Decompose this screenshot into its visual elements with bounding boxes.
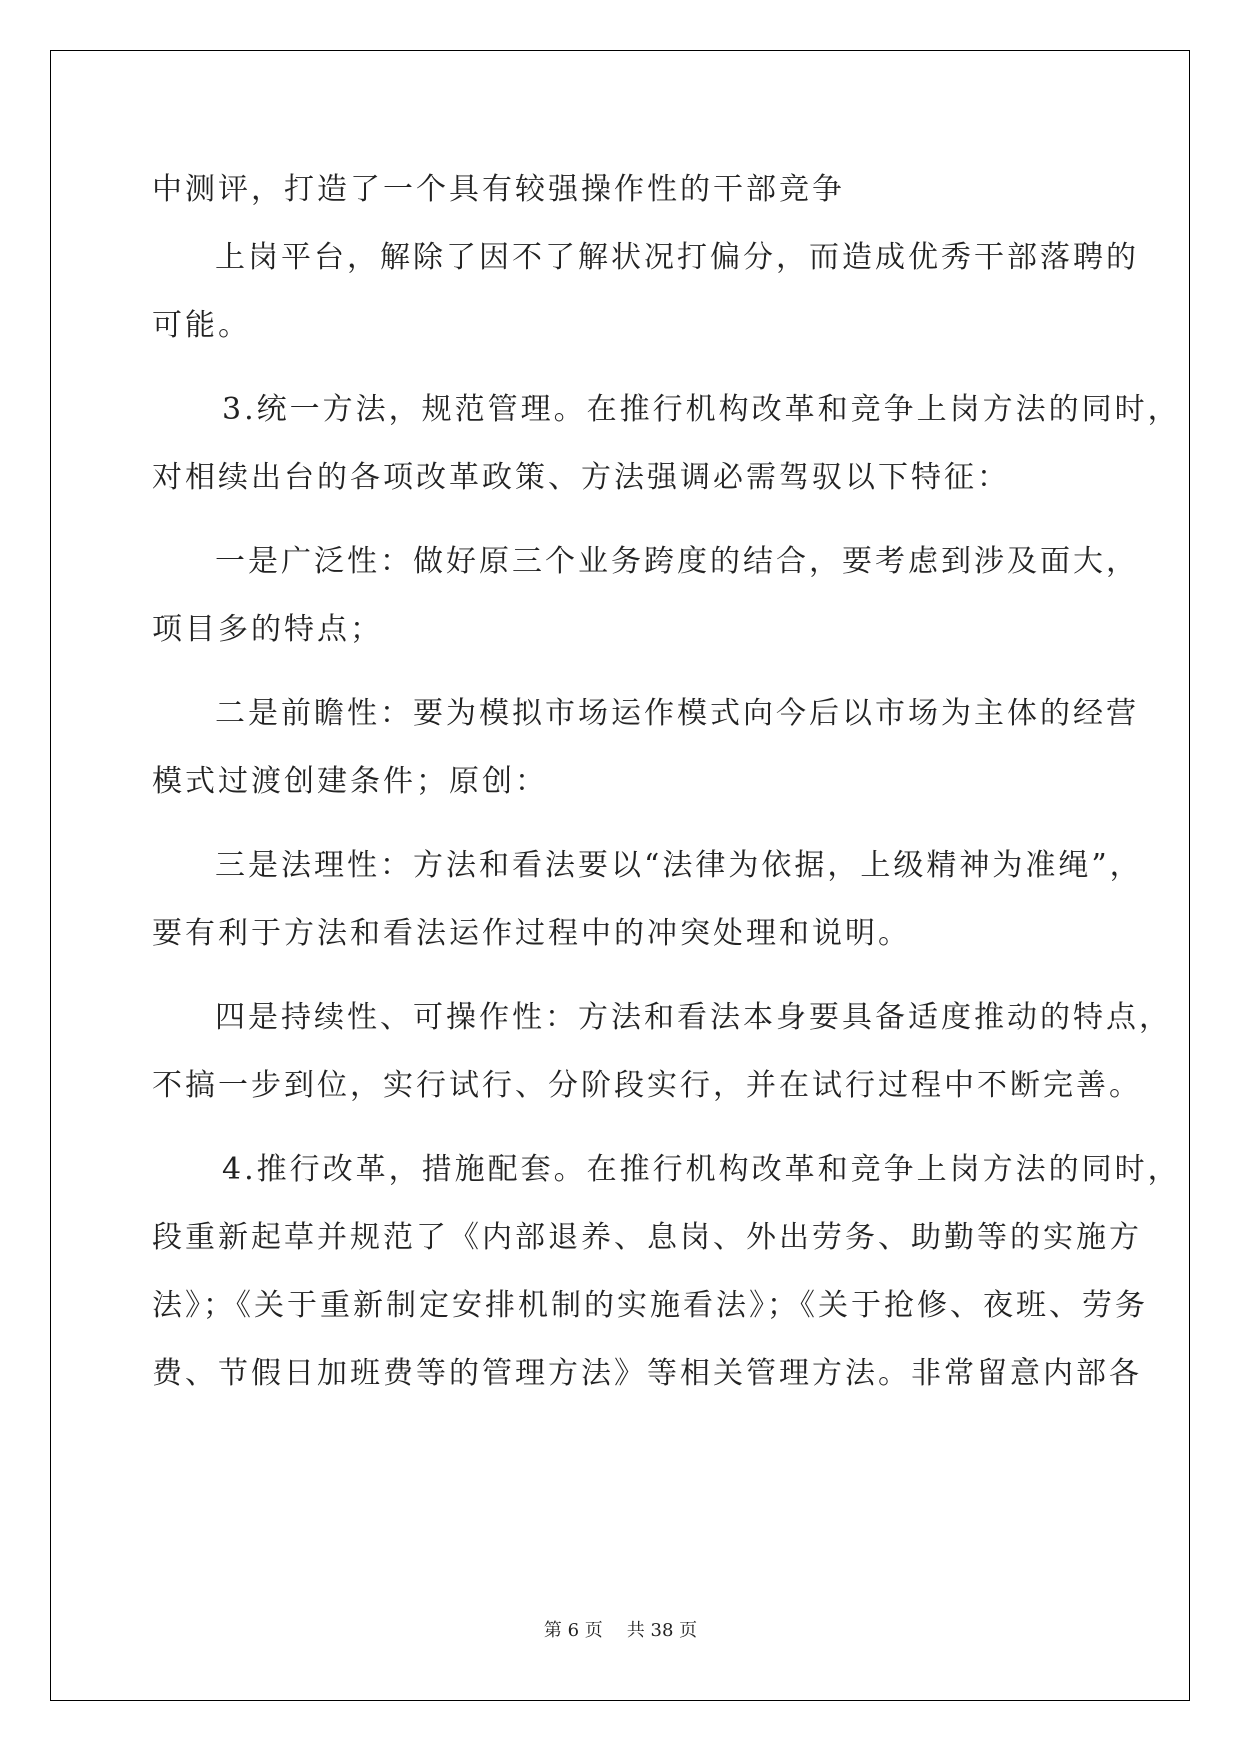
text-line: 段重新起草并规范了《内部退养、息岗、外出劳务、助勤等的实施方 <box>152 1220 1142 1255</box>
page-number: 第 6 页 <box>543 1620 603 1641</box>
text-line: 四是持续性、可操作性：方法和看法本身要具备适度推动的特点， <box>215 1000 1172 1035</box>
page-total: 共 38 页 <box>626 1620 698 1641</box>
page-footer <box>0 1616 1241 1642</box>
text-line: 项目多的特点； <box>152 612 383 647</box>
text-line: 3.统一方法，规范管理。在推行机构改革和竞争上岗方法的同时， <box>222 392 1181 427</box>
text-line: 要有利于方法和看法运作过程中的冲突处理和说明。 <box>152 916 911 951</box>
text-line: 中测评，打造了一个具有较强操作性的干部竞争 <box>152 172 845 207</box>
text-line: 模式过渡创建条件；原创： <box>152 764 548 799</box>
text-line: 二是前瞻性：要为模拟市场运作模式向今后以市场为主体的经营 <box>215 696 1139 731</box>
text-line: 上岗平台，解除了因不了解状况打偏分，而造成优秀干部落聘的 <box>215 240 1139 275</box>
text-line: 4.推行改革，措施配套。在推行机构改革和竞争上岗方法的同时， <box>222 1152 1181 1187</box>
text-line: 不搞一步到位，实行试行、分阶段实行，并在试行过程中不断完善。 <box>152 1068 1142 1103</box>
text-line: 法》；《关于重新制定安排机制的实施看法》；《关于抢修、夜班、劳务 <box>152 1288 1148 1323</box>
text-line: 三是法理性：方法和看法要以“法律为依据，上级精神为准绳”， <box>215 848 1143 883</box>
text-line: 可能。 <box>152 308 251 343</box>
text-line: 一是广泛性：做好原三个业务跨度的结合，要考虑到涉及面大， <box>215 544 1139 579</box>
text-line: 费、节假日加班费等的管理方法》等相关管理方法。非常留意内部各 <box>152 1356 1142 1391</box>
text-line: 对相续出台的各项改革政策、方法强调必需驾驭以下特征： <box>152 460 1010 495</box>
